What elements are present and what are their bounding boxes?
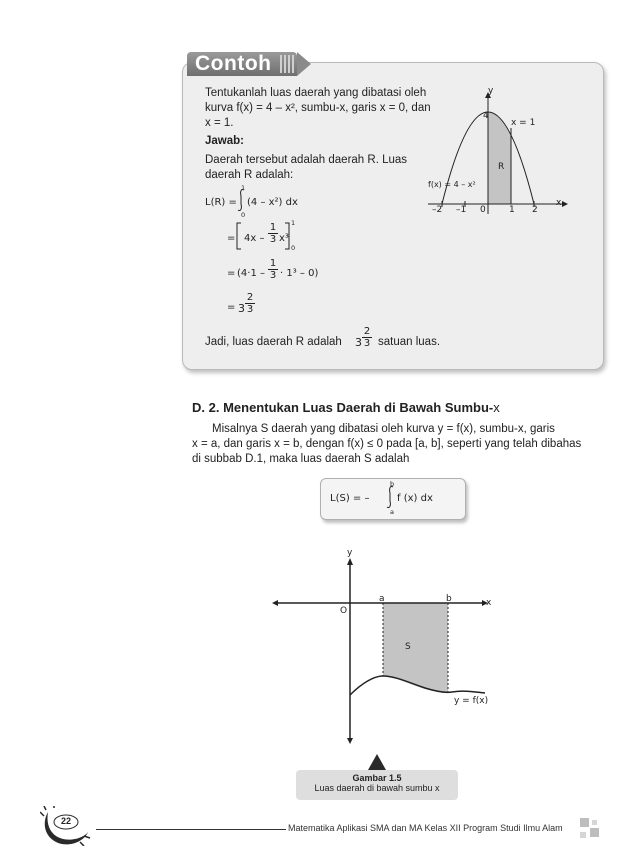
conclusion-fraction-numerator: 2 [363, 326, 371, 337]
formula-lhs: L(S) = – [330, 493, 370, 504]
formula-integral-sign [385, 485, 395, 509]
figure-caption [296, 770, 458, 800]
formula-lower-limit: a [390, 508, 394, 516]
eq3-fraction [268, 258, 278, 281]
caption-text: Luas daerah di bawah sumbu x [314, 783, 440, 793]
y-axis-bottom-arrow [347, 738, 353, 744]
graph1-line-label: x = 1 [511, 118, 536, 128]
graph2-region-label: S [405, 642, 411, 652]
eq2-right-bracket [284, 222, 290, 250]
answer-line-1: Daerah tersebut adalah daerah R. Luas [205, 154, 408, 166]
x-axis-left-arrow [272, 600, 278, 606]
eq2-part1: 4x – [244, 233, 265, 244]
formula-upper-limit: b [390, 480, 395, 488]
footer-rule [96, 829, 286, 830]
graph2-curve-label: y = f(x) [454, 696, 489, 706]
graph2-a-label: a [379, 594, 385, 604]
eq2-fraction-numerator: 1 [269, 222, 277, 233]
eq1-body: (4 – x²) dx [247, 197, 298, 208]
region-r [488, 112, 511, 204]
tab-arrow-decoration [297, 52, 311, 76]
graph1-x-tick-1: 1 [509, 205, 515, 215]
eq4-fraction [245, 292, 255, 315]
graph2-b-label: b [446, 594, 452, 604]
eq1-integral-sign [236, 188, 246, 212]
eq4-fraction-numerator: 2 [246, 292, 254, 303]
answer-line-2: daerah R adalah: [205, 169, 294, 181]
graph1-region-label: R [498, 162, 505, 172]
conclusion-fraction-denominator: 3 [363, 338, 371, 349]
paragraph-line-3: di subbab D.1, maka luas daerah S adalah [192, 453, 410, 465]
eq3-fraction-denominator: 3 [269, 270, 277, 281]
x-axis-arrow [562, 201, 568, 207]
conclusion-part1: Jadi, luas daerah R adalah [205, 336, 342, 348]
graph1-tick-4: 4 [483, 111, 489, 121]
eq4-fraction-denominator: 3 [246, 304, 254, 315]
eq4-whole: 3 [238, 302, 245, 315]
conclusion-fraction [362, 326, 372, 349]
example-tab: Contoh [187, 52, 297, 76]
formula-body: f (x) dx [397, 493, 433, 504]
paragraph-line-2: x = a, dan garis x = b, dengan f(x) ≤ 0 pada [a, b], seperti yang telah dibahas [192, 438, 582, 450]
eq4-equals: = [227, 302, 236, 313]
section-heading-text: D. 2. Menentukan Luas Daerah di Bawah Sumbu- [192, 400, 494, 415]
question-line-2: kurva f(x) = 4 – x², sumbu-x, garis x = 0, dan [205, 102, 431, 114]
eq2-upper-limit: 1 [291, 219, 296, 227]
eq2-fraction [268, 222, 278, 245]
eq1-upper-limit: 1 [241, 184, 246, 192]
question-line-3: x = 1. [205, 117, 234, 129]
paragraph-line-1: Misalnya S daerah yang dibatasi oleh kurva y = f(x), sumbu-x, garis [212, 423, 555, 435]
eq2-part2: x³ [279, 233, 289, 244]
page-number: 22 [60, 816, 71, 826]
graph1-x-tick-0: 0 [480, 205, 486, 215]
graph1-y-label: y [488, 86, 494, 96]
caption-triangle-icon [368, 754, 386, 770]
corner-squares-decoration [580, 818, 600, 842]
section-heading-variable: x [493, 400, 500, 415]
graph2-origin-label: O [340, 606, 348, 616]
answer-label: Jawab: [205, 135, 244, 147]
question-line-1: Tentukanlah luas daerah yang dibatasi oleh [205, 87, 427, 99]
eq3-fraction-numerator: 1 [269, 258, 277, 269]
section-heading [192, 400, 500, 415]
eq2-left-bracket [236, 222, 242, 250]
eq1-lower-limit: 0 [241, 211, 246, 219]
eq1-lhs: L(R) = [205, 197, 237, 208]
graph2-x-label: x [486, 598, 492, 608]
conclusion-whole: 3 [355, 336, 362, 349]
conclusion-part2: satuan luas. [378, 336, 441, 348]
area-below-axis-graph [270, 555, 490, 745]
eq2-fraction-denominator: 3 [269, 234, 277, 245]
graph1-x-tick-minus-2: –2 [432, 205, 443, 215]
region-s [383, 603, 448, 692]
eq2-lower-limit: 0 [291, 244, 296, 252]
graph2-y-label: y [347, 548, 353, 558]
graph1-curve-label: f(x) = 4 – x² [428, 180, 476, 189]
footer-text: Matematika Aplikasi SMA dan MA Kelas XII Program Studi Ilmu Alam [288, 823, 563, 833]
tab-stripes-decoration [280, 55, 294, 73]
graph1-x-tick-minus-1: –1 [456, 205, 467, 215]
eq3-part2: · 1³ – 0) [280, 268, 319, 279]
graph1-x-label: x [556, 198, 562, 208]
graph1-x-tick-2: 2 [532, 205, 538, 215]
eq2-equals: = [227, 233, 236, 244]
eq3-equals: = [227, 268, 236, 279]
eq3-part1: (4·1 – [237, 268, 265, 279]
y-axis-arrow [347, 558, 353, 565]
parabola-graph [420, 88, 570, 218]
caption-title: Gambar 1.5 [352, 773, 402, 783]
page-number-badge [40, 806, 92, 846]
